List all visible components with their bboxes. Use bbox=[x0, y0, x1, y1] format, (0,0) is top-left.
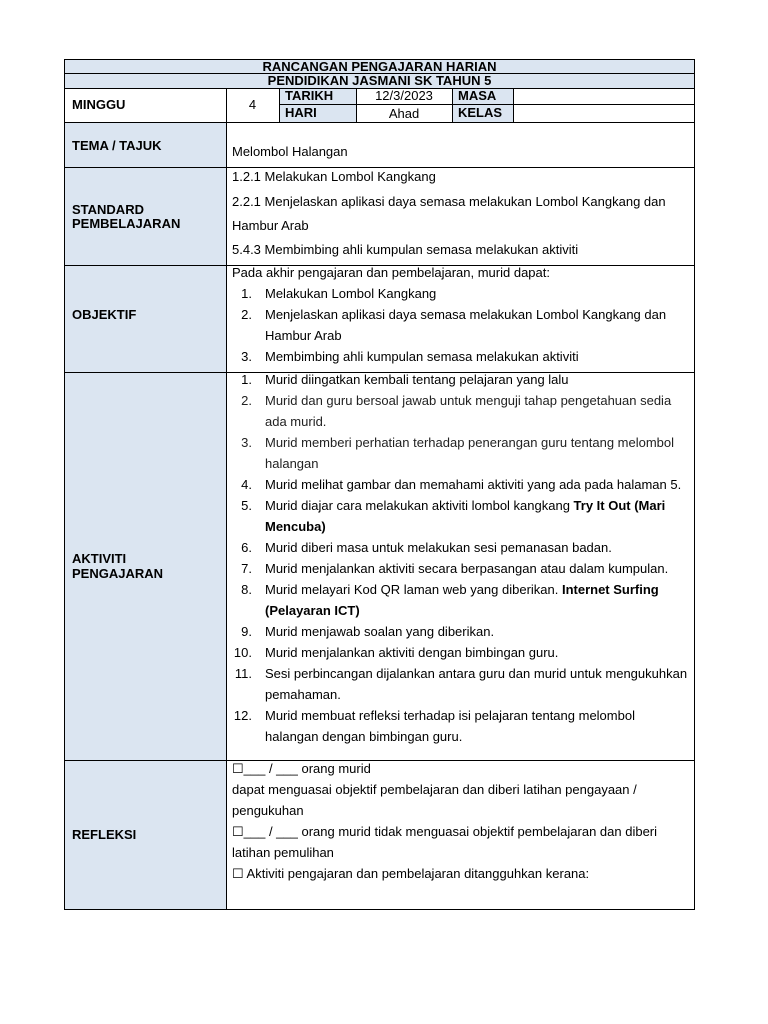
objektif-item-text: Menjelaskan aplikasi daya semasa melakukan Lombol Kangkang dan Hambur Arab bbox=[265, 307, 667, 343]
aktiviti-item-bold: Try It Out (Mari Mencuba) bbox=[265, 498, 666, 534]
tema-value: Melombol Halangan bbox=[232, 144, 348, 159]
aktiviti-item-text: Murid melayari Kod QR laman web yang diberikan. bbox=[265, 582, 562, 597]
standard-item: Hambur Arab bbox=[232, 218, 309, 233]
aktiviti-item-text: Murid diajar cara melakukan aktiviti lombol kangkang bbox=[265, 498, 574, 513]
label-column-bg bbox=[64, 122, 226, 909]
aktiviti-label-line1: AKTIVITI bbox=[72, 551, 127, 566]
standard-item: 2.2.1 Menjelaskan aplikasi daya semasa melakukan Lombol Kangkang dan bbox=[232, 194, 666, 209]
objektif-item-text: Melakukan Lombol Kangkang bbox=[265, 286, 437, 301]
aktiviti-item-bold: Internet Surfing (Pelayaran ICT) bbox=[265, 582, 659, 618]
aktiviti-item-text: Murid menjalankan aktiviti dengan bimbingan guru. bbox=[265, 645, 559, 660]
objektif-label: OBJEKTIF bbox=[72, 307, 137, 322]
aktiviti-item-text: Murid melihat gambar dan memahami aktiviti yang ada pada halaman 5. bbox=[265, 477, 682, 492]
aktiviti-item-text: Murid menjalankan aktiviti secara berpasangan atau dalam kumpulan. bbox=[265, 561, 669, 576]
document-subtitle: PENDIDIKAN JASMANI SK TAHUN 5 bbox=[267, 73, 492, 88]
objektif-intro: Pada akhir pengajaran dan pembelajaran, murid dapat: bbox=[232, 265, 550, 280]
objektif-item-num: 3. bbox=[241, 349, 252, 364]
objektif-item-num: 1. bbox=[241, 286, 252, 301]
aktiviti-item-num: 1. bbox=[241, 372, 252, 387]
refleksi-line: pengukuhan bbox=[232, 803, 304, 818]
aktiviti-item-num: 9. bbox=[241, 624, 252, 639]
kelas-label: KELAS bbox=[458, 105, 503, 120]
aktiviti-item-text: Murid diberi masa untuk melakukan sesi pemanasan badan. bbox=[265, 540, 612, 555]
aktiviti-item-num: 10. bbox=[233, 645, 252, 660]
standard-item: 1.2.1 Melakukan Lombol Kangkang bbox=[232, 169, 436, 184]
aktiviti-item-num: 5. bbox=[241, 498, 252, 513]
refleksi-line: latihan pemulihan bbox=[232, 845, 334, 860]
hari-value: Ahad bbox=[388, 106, 420, 121]
hari-label: HARI bbox=[285, 105, 317, 120]
standard-label-line2: PEMBELAJARAN bbox=[72, 216, 181, 231]
aktiviti-item-num: 8. bbox=[241, 582, 252, 597]
aktiviti-item-text: Murid menjawab soalan yang diberikan. bbox=[265, 624, 495, 639]
aktiviti-item-text: Sesi perbincangan dijalankan antara guru dan murid untuk mengukuhkan pemahaman. bbox=[265, 666, 688, 702]
tema-label: TEMA / TAJUK bbox=[72, 138, 162, 153]
aktiviti-item-num: 2. bbox=[241, 393, 252, 408]
aktiviti-item-text: Murid membuat refleksi terhadap isi pelajaran tentang melombol halangan dengan bimbingan guru. bbox=[265, 708, 635, 744]
aktiviti-item-num: 6. bbox=[241, 540, 252, 555]
refleksi-line: ☐ Aktiviti pengajaran dan pembelajaran ditangguhkan kerana: bbox=[232, 866, 590, 881]
minggu-value: 4 bbox=[248, 97, 257, 112]
tarikh-value: 12/3/2023 bbox=[375, 88, 433, 103]
document-title: RANCANGAN PENGAJARAN HARIAN bbox=[262, 59, 497, 74]
tarikh-label: TARIKH bbox=[285, 88, 334, 103]
aktiviti-item-text: Murid dan guru bersoal jawab untuk menguji tahap pengetahuan sedia ada murid. bbox=[265, 393, 672, 429]
refleksi-line: dapat menguasai objektif pembelajaran dan diberi latihan pengayaan / bbox=[232, 782, 637, 797]
aktiviti-item-num: 3. bbox=[241, 435, 252, 450]
minggu-label: MINGGU bbox=[72, 97, 126, 112]
objektif-item-text: Membimbing ahli kumpulan semasa melakukan aktiviti bbox=[265, 349, 579, 364]
refleksi-label: REFLEKSI bbox=[72, 827, 137, 842]
aktiviti-item-text: Murid memberi perhatian terhadap penerangan guru tentang melombol halangan bbox=[265, 435, 675, 471]
standard-item: 5.4.3 Membimbing ahli kumpulan semasa melakukan aktiviti bbox=[232, 242, 579, 257]
aktiviti-item-num: 4. bbox=[241, 477, 252, 492]
masa-label: MASA bbox=[458, 88, 497, 103]
objektif-item-num: 2. bbox=[241, 307, 252, 322]
aktiviti-item-num: 7. bbox=[241, 561, 252, 576]
aktiviti-item-num: 11. bbox=[234, 666, 252, 681]
aktiviti-item-num: 12. bbox=[233, 708, 252, 723]
refleksi-line: ☐___ / ___ orang murid tidak menguasai objektif pembelajaran dan diberi bbox=[232, 824, 658, 839]
refleksi-line: ☐___ / ___ orang murid bbox=[232, 761, 371, 776]
aktiviti-label-line2: PENGAJARAN bbox=[72, 566, 164, 581]
aktiviti-item-text: Murid diingatkan kembali tentang pelajaran yang lalu bbox=[265, 372, 569, 387]
standard-label-line1: STANDARD bbox=[72, 202, 144, 217]
